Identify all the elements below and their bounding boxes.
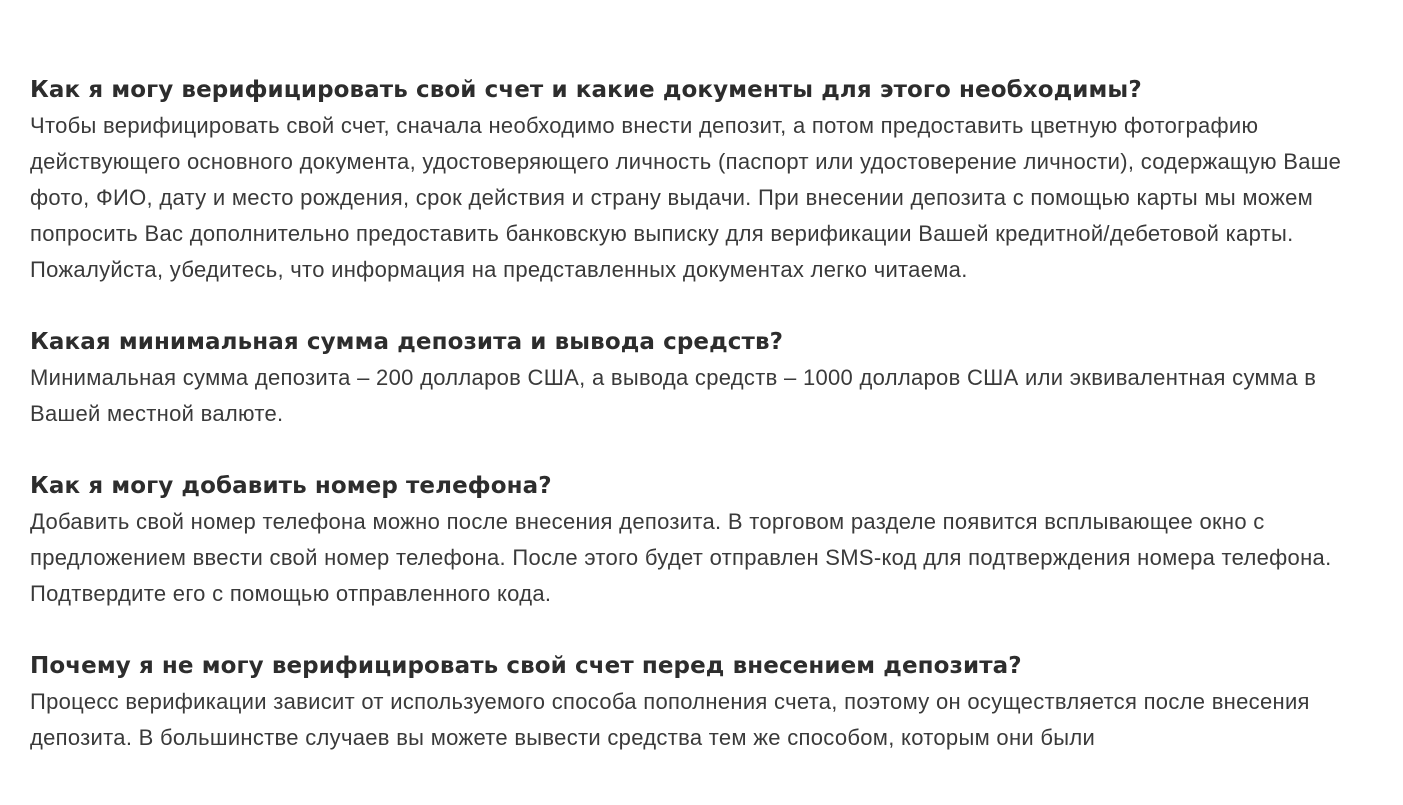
faq-answer: Добавить свой номер телефона можно после внесения депозита. В торговом разделе появится всплывающее окно с предложением ввести свой номер телефона. После этого будет отправлен SMS-код для подтверждения номера телефона. Подтвердите его с помощью отправленного кода.: [30, 509, 1332, 606]
faq-answer: Процесс верификации зависит от используемого способа пополнения счета, поэтому он осуществляется после внесения депозита. В большинстве случаев вы можете вывести средства тем же способом, которым они были: [30, 689, 1310, 750]
faq-question: Почему я не могу верифицировать свой счет перед внесением депозита?: [30, 653, 1022, 679]
faq-answer: Чтобы верифицировать свой счет, сначала необходимо внести депозит, а потом предоставить цветную фотографию действующего основного документа, удостоверяющего личность (паспорт или удостоверение личности), содержащую Ваше фото, ФИО, дату и место рождения, срок действия и страну выдачи. При внесении депозита с помощью карты мы можем попросить Вас дополнительно предоставить банковскую выписку для верификации Вашей кредитной/дебетовой карты. Пожалуйста, убедитесь, что информация на представленных документах легко читаема.: [30, 113, 1342, 282]
faq-list: [30, 72, 1350, 792]
faq-question: Как я могу добавить номер телефона?: [30, 473, 552, 499]
faq-item-minimum-amount: [30, 324, 1350, 432]
faq-answer: Минимальная сумма депозита – 200 долларов США, а вывода средств – 1000 долларов США или эквивалентная сумма в Вашей местной валюте.: [30, 365, 1317, 426]
faq-question: Как я могу верифицировать свой счет и какие документы для этого необходимы?: [30, 77, 1142, 103]
faq-item-verification: [30, 72, 1350, 288]
faq-item-verify-before-deposit: [30, 648, 1350, 756]
faq-item-phone-number: [30, 468, 1350, 612]
faq-question: Какая минимальная сумма депозита и вывода средств?: [30, 329, 784, 355]
